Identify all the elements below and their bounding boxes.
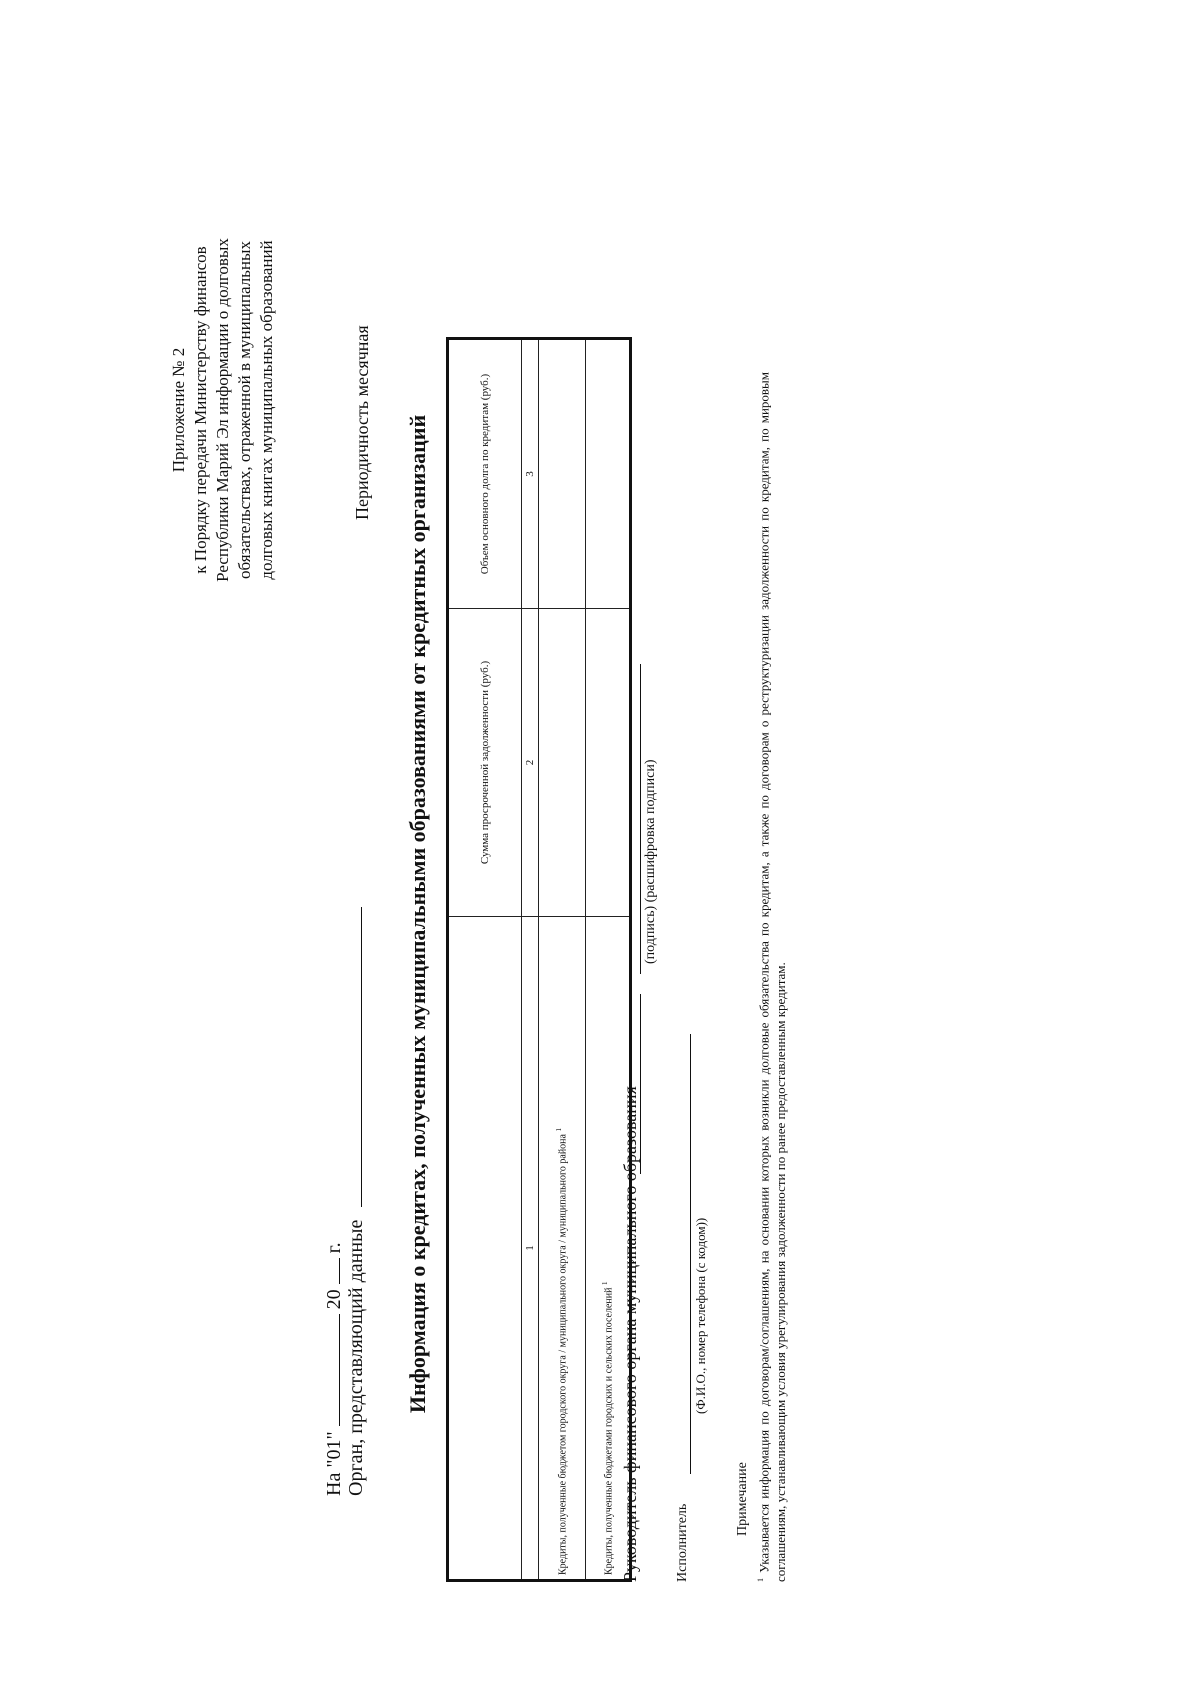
principal-cell — [539, 339, 586, 609]
signer-caption: (подпись) (расшифровка подписи) — [643, 759, 658, 964]
executor-label: Исполнитель — [675, 1503, 690, 1582]
note-text: $^1$ Указывается информация по договорам/соглашениям, на основании которых возникли долговые обязательства по кредитам, а также по договорам о реструктуризации задолженности по кредитам, по мировым соглашениям, устанавливающим условия урегулирования задолженности по ранее предоставленным кредитам. — [756, 371, 789, 1582]
appendix-line-3: Республики Марий Эл информации о долговых — [213, 238, 232, 582]
reporting-organ-label: Орган, представляющий данные — [345, 1219, 367, 1496]
appendix-line-4: обязательствах, отраженной в муниципальных — [235, 241, 254, 579]
executor-caption: (Ф.И.О., номер телефона (с кодом)) — [693, 1217, 708, 1414]
note-marker: 1 — [756, 1578, 765, 1582]
date-year-blank — [339, 1258, 340, 1284]
appendix-block — [168, 200, 278, 620]
header-cell-principal: Объем основного долга по кредитам (руб.) — [448, 339, 522, 609]
overdue-cell — [539, 609, 586, 917]
signature-blank — [640, 994, 641, 1174]
note-title: Примечание — [735, 1462, 750, 1536]
row-label: Кредиты, полученные бюджетом городского округа / муниципального округа / муниципального района $^1$ — [539, 917, 586, 1581]
header-cell-overdue: Сумма просроченной задолженности (руб.) — [448, 609, 522, 917]
row-label: Кредиты, полученные бюджетами городских и сельских поселений $^1$ — [586, 917, 631, 1581]
reporting-organ-line — [345, 907, 368, 1496]
column-number: 1 — [522, 917, 539, 1581]
footnote-marker: 1 — [600, 1281, 609, 1286]
executor-blank — [690, 1034, 691, 1474]
date-month-blank — [339, 1314, 340, 1426]
appendix-line-1: Приложение № 2 — [169, 347, 188, 473]
reporting-organ-blank — [361, 907, 362, 1207]
header-cell-label — [448, 917, 522, 1581]
column-number: 3 — [522, 339, 539, 609]
document-title: Информация о кредитах, полученных муниципальными образованиями от кредитных организаций — [405, 414, 430, 1414]
principal-cell — [586, 339, 631, 609]
overdue-cell — [586, 609, 631, 917]
credits-table — [446, 337, 632, 1582]
date-suffix: г. — [323, 1242, 345, 1254]
table-column-numbers-row — [522, 339, 539, 1581]
signer-label: Руководитель финансового органа муниципального образования — [620, 1086, 640, 1582]
date-prefix: На "01" — [323, 1431, 345, 1496]
column-number: 2 — [522, 609, 539, 917]
appendix-line-2: к Порядку передачи Министерству финансов — [191, 246, 210, 574]
appendix-line-5: долговых книгах муниципальных образований — [257, 240, 276, 580]
date-year: 20 — [323, 1289, 345, 1310]
signature-name-blank — [640, 664, 641, 974]
table-header-row — [448, 339, 522, 1581]
report-date-line — [323, 1242, 346, 1496]
footnote-marker: 1 — [555, 1128, 564, 1132]
table-row — [539, 339, 586, 1581]
periodicity: Периодичность месячная — [352, 325, 372, 520]
